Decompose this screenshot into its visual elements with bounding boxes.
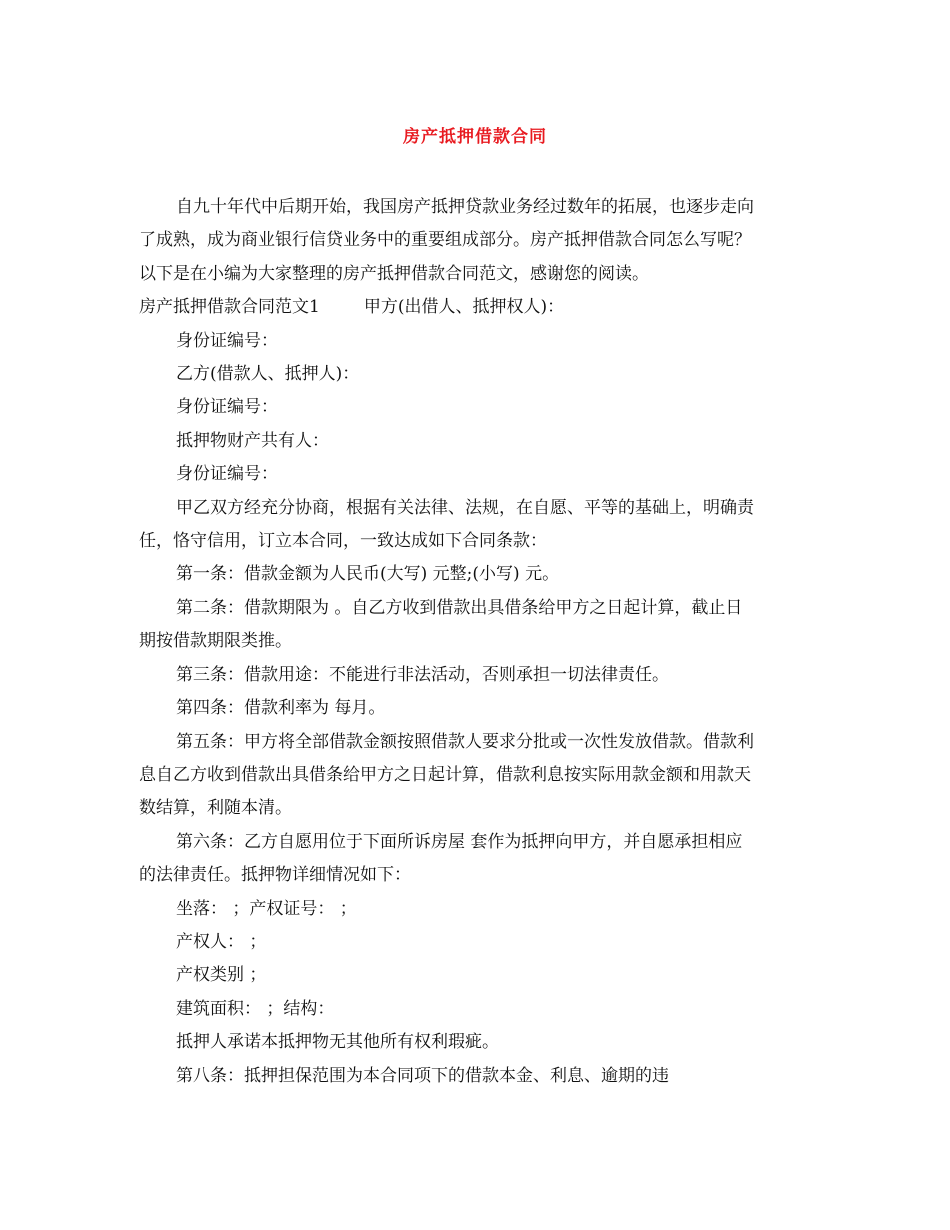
sample-heading-line [139, 291, 813, 324]
sample-heading: 房产抵押借款合同范文1 [139, 297, 320, 318]
form-field-line: 建筑面积： ；结构： [176, 998, 335, 1019]
paragraph-line: 甲乙双方经充分协商，根据有关法律、法规，在自愿、平等的基础上，明确责 [176, 497, 754, 518]
form-field-line: 乙方(借款人、抵押人)： [176, 364, 360, 385]
document-title: 房产抵押借款合同 [403, 127, 547, 147]
document-body [139, 191, 813, 1093]
form-field-line: 身份证编号： [176, 464, 278, 485]
clause-line: 抵押人承诺本抵押物无其他所有权利瑕疵。 [176, 1032, 499, 1053]
clause-line: 第一条：借款金额为人民币(大写) 元整;(小写) 元。 [176, 564, 560, 585]
paragraph-line: 任，恪守信用，订立本合同，一致达成如下合同条款： [139, 531, 547, 552]
paragraph-line: 了成熟，成为商业银行信贷业务中的重要组成部分。房产抵押借款合同怎么写呢？ [139, 230, 751, 251]
form-field-line: 身份证编号： [176, 397, 278, 418]
party-a-label: 甲方(出借人、抵押权人)： [363, 297, 565, 318]
paragraph-line: 以下是在小编为大家整理的房产抵押借款合同范文，感谢您的阅读。 [139, 263, 649, 284]
clause-line: 的法律责任。抵押物详细情况如下： [139, 865, 411, 886]
clause-line: 息自乙方收到借款出具借条给甲方之日起计算，借款利息按实际用款金额和用款天 [139, 764, 751, 785]
clause-line: 第四条：借款利率为 每月。 [176, 698, 386, 719]
clause-line: 数结算，利随本清。 [139, 798, 292, 819]
form-field-line: 抵押物财产共有人： [176, 430, 329, 451]
form-field-line: 产权人： ； [176, 931, 267, 952]
form-field-line: 坐落： ；产权证号： ； [176, 898, 357, 919]
form-field-line: 产权类别 ； [176, 965, 267, 986]
form-field-line: 身份证编号： [176, 330, 278, 351]
clause-line: 第八条：抵押担保范围为本合同项下的借款本金、利息、逾期的违 [176, 1065, 669, 1086]
clause-line: 第三条：借款用途：不能进行非法活动，否则承担一切法律责任。 [176, 664, 669, 685]
clause-line: 第二条：借款期限为 。自乙方收到借款出具借条给甲方之日起计算，截止日 [176, 597, 743, 618]
paragraph-line: 自九十年代中后期开始，我国房产抵押贷款业务经过数年的拓展，也逐步走向 [176, 197, 754, 217]
clause-line: 期按借款期限类推。 [139, 631, 292, 652]
clause-line: 第六条：乙方自愿用位于下面所诉房屋 套作为抵押向甲方，并自愿承担相应 [176, 831, 743, 852]
clause-line: 第五条：甲方将全部借款金额按照借款人要求分批或一次性发放借款。借款利 [176, 731, 754, 752]
